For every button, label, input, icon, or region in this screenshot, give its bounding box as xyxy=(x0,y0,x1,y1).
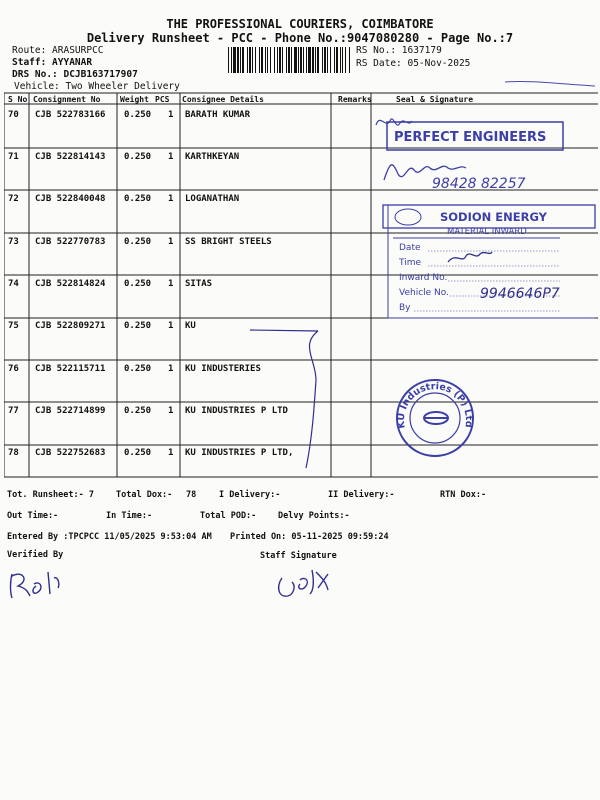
row-consignee: SITAS xyxy=(185,279,213,289)
signature-ink xyxy=(376,119,412,125)
row-consignee: KARTHKEYAN xyxy=(185,152,240,162)
row-pcs: 1 xyxy=(168,237,174,247)
document-subtitle: Delivery Runsheet - PCC - Phone No.:9047080280 - Page No.:7 xyxy=(86,31,514,45)
row-pcs: 1 xyxy=(168,152,174,162)
vehicle-label: Vehicle: Two Wheeler Delivery xyxy=(14,81,180,92)
sodion-energy-text: SODION ENERGY xyxy=(440,210,547,224)
row-consignment: CJB 522814143 xyxy=(35,152,106,162)
rs-number: RS No.: 1637179 xyxy=(356,45,442,56)
row-consignee: LOGANATHAN xyxy=(185,194,240,204)
handwritten-vehicle-no: 9946646P7 xyxy=(480,286,560,302)
row-consignee: BARATH KUMAR xyxy=(185,110,251,120)
pen-mark xyxy=(250,330,318,468)
signature-ink xyxy=(448,252,492,262)
staff-signature-label: Staff Signature xyxy=(260,551,337,561)
row-consignment: CJB 522840048 xyxy=(35,194,106,204)
verified-by-label: Verified By xyxy=(7,550,64,560)
row-weight: 0.250 xyxy=(124,321,152,331)
in-time: In Time:- xyxy=(106,511,153,521)
row-consignee: KU INDUSTRIES P LTD xyxy=(185,406,288,416)
row-pcs: 1 xyxy=(168,194,174,204)
tot-runsheet: Tot. Runsheet:- 7 xyxy=(7,490,94,500)
row-sno: 78 xyxy=(8,448,19,458)
row-weight: 0.250 xyxy=(124,152,152,162)
printed-on: Printed On: 05-11-2025 09:59:24 xyxy=(230,532,389,542)
staff-signature-ink xyxy=(279,570,328,596)
sodion-inward-label: Inward No. xyxy=(399,273,448,283)
col-header-seal: Seal & Signature xyxy=(396,95,474,104)
row-weight: 0.250 xyxy=(124,194,152,204)
col-header-sno: S No xyxy=(8,95,28,104)
entered-by: Entered By :TPCPCC 11/05/2025 9:53:04 AM xyxy=(7,532,212,542)
ii-delivery: II Delivery:- xyxy=(328,490,395,500)
sodion-subtitle: MATERIAL INWARD xyxy=(447,227,527,237)
col-header-consignee: Consignee Details xyxy=(182,95,264,104)
col-header-weight: Weight xyxy=(120,95,149,104)
pen-mark xyxy=(505,81,595,86)
out-time: Out Time:- xyxy=(7,511,59,521)
row-weight: 0.250 xyxy=(124,237,152,247)
row-sno: 71 xyxy=(8,152,19,162)
row-consignment: CJB 522783166 xyxy=(35,110,106,120)
total-dox-label: Total Dox:- xyxy=(116,490,173,500)
row-sno: 74 xyxy=(8,279,19,289)
row-pcs: 1 xyxy=(168,406,174,416)
sodion-time-label: Time xyxy=(399,258,422,268)
row-sno: 73 xyxy=(8,237,19,247)
row-weight: 0.250 xyxy=(124,110,152,120)
row-consignment: CJB 522115711 xyxy=(35,364,106,374)
row-weight: 0.250 xyxy=(124,279,152,289)
total-pod: Total POD:- xyxy=(200,511,257,521)
row-consignment: CJB 522814824 xyxy=(35,279,106,289)
row-pcs: 1 xyxy=(168,110,174,120)
row-consignee: KU INDUSTRIES P LTD, xyxy=(185,448,294,458)
perfect-engineers-text: PERFECT ENGINEERS xyxy=(394,130,547,145)
row-consignment: CJB 522809271 xyxy=(35,321,106,331)
row-weight: 0.250 xyxy=(124,406,152,416)
verified-signature xyxy=(11,572,59,598)
row-consignment: CJB 522770783 xyxy=(35,237,106,247)
row-consignment: CJB 522714899 xyxy=(35,406,106,416)
route-label: Route: ARASURPCC xyxy=(12,45,104,56)
document-title: THE PROFESSIONAL COURIERS, COIMBATORE xyxy=(166,17,434,31)
row-sno: 72 xyxy=(8,194,19,204)
i-delivery: I Delivery:- xyxy=(219,490,281,500)
svg-text:KU Industries (P) Ltd. xyxy=(0,0,474,429)
delvy-points: Delvy Points:- xyxy=(278,511,350,521)
row-pcs: 1 xyxy=(168,321,174,331)
sodion-vehicle-label: Vehicle No. xyxy=(399,288,449,298)
sodion-date-label: Date xyxy=(399,243,421,253)
staff-label: Staff: AYYANAR xyxy=(12,57,93,68)
row-pcs: 1 xyxy=(168,448,174,458)
row-weight: 0.250 xyxy=(124,364,152,374)
row-consignee: KU INDUSTERIES xyxy=(185,364,261,374)
ku-seal-text: KU Industries (P) Ltd xyxy=(395,381,475,430)
rs-date: RS Date: 05-Nov-2025 xyxy=(356,58,471,69)
rtn-dox: RTN Dox:- xyxy=(440,490,487,500)
row-sno: 77 xyxy=(8,406,19,416)
handwritten-phone: 98428 82257 xyxy=(432,176,526,192)
row-pcs: 1 xyxy=(168,364,174,374)
row-pcs: 1 xyxy=(168,279,174,289)
col-header-consignment: Consignment No xyxy=(33,95,101,104)
row-weight: 0.250 xyxy=(124,448,152,458)
row-consignee: SS BRIGHT STEELS xyxy=(185,237,272,247)
row-sno: 75 xyxy=(8,321,19,331)
row-consignee: KU xyxy=(185,321,196,331)
drs-label: DRS No.: DCJB163717907 xyxy=(12,69,138,80)
col-header-remarks: Remarks xyxy=(338,95,372,104)
row-sno: 70 xyxy=(8,110,19,120)
perfect-engineers-stamp xyxy=(387,122,563,150)
total-dox-value: 78 xyxy=(186,490,197,500)
sodion-by-label: By xyxy=(399,303,411,313)
row-consignment: CJB 522752683 xyxy=(35,448,106,458)
col-header-pcs: PCS xyxy=(155,95,170,104)
row-sno: 76 xyxy=(8,364,19,374)
